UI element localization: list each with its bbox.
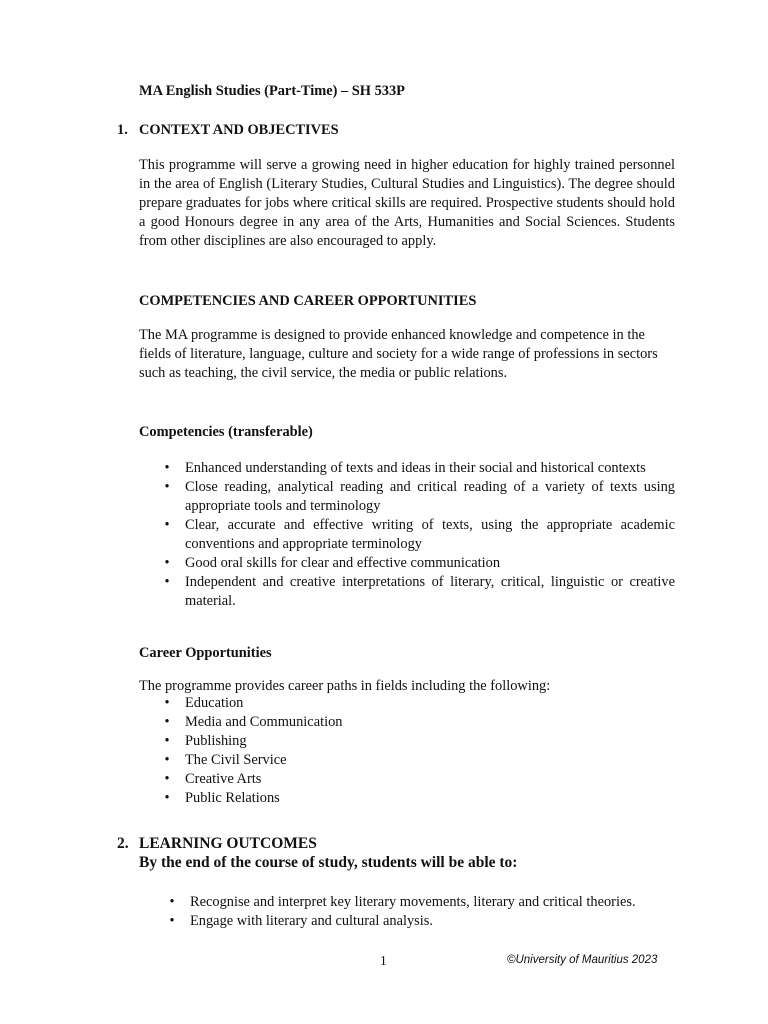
section-2-subheading: By the end of the course of study, students will be able to: [139, 854, 518, 871]
bullet-glyph: • [164, 574, 170, 590]
context-paragraph: This programme will serve a growing need in higher education for highly trained personnel in the area of English (Literary Studies, Cultural Studies and Linguistics). The degree should prepare graduates for jobs where critical skills are required. Prospective students should hold a good Honours degree in any area of the Arts, Humanities and Social Sciences. Students from other disciplines are also encouraged to apply. [139, 157, 675, 249]
bullet-glyph: • [169, 913, 175, 929]
learning-outcomes-list [165, 893, 680, 931]
list-item-text: Close reading, analytical reading and critical reading of a variety of texts using appropriate tools and terminology [185, 479, 675, 514]
list-item [165, 912, 680, 931]
list-item [160, 732, 675, 751]
section-2-number: 2. [117, 835, 129, 852]
list-item-text: The Civil Service [185, 752, 287, 768]
list-item-text: Media and Communication [185, 714, 343, 730]
competencies-careers-heading: COMPETENCIES AND CAREER OPPORTUNITIES [139, 293, 477, 309]
list-item [160, 554, 675, 573]
list-item-text: Independent and creative interpretations of literary, critical, linguistic or creative material. [185, 574, 675, 609]
bullet-glyph: • [164, 695, 170, 711]
bullet-glyph: • [164, 479, 170, 495]
list-item-text: Engage with literary and cultural analysis. [190, 913, 433, 929]
page-number: 1 [380, 953, 387, 968]
list-item [160, 713, 675, 732]
bullet-glyph: • [164, 517, 170, 533]
list-item-text: Recognise and interpret key literary movements, literary and critical theories. [190, 894, 636, 910]
list-item-text: Creative Arts [185, 771, 262, 787]
bullet-glyph: • [164, 555, 170, 571]
careers-list [160, 694, 675, 808]
copyright-notice: ©University of Mauritius 2023 [507, 954, 658, 966]
list-item-text: Education [185, 695, 244, 711]
list-item [160, 751, 675, 770]
competencies-careers-paragraph: The MA programme is designed to provide enhanced knowledge and competence in the fields of literature, language, culture and society for a wide range of professions in sectors such as teaching, the civil service, the media or public relations. [139, 327, 658, 381]
list-item [165, 893, 680, 912]
section-1-heading: CONTEXT AND OBJECTIVES [139, 122, 339, 138]
section-1-number: 1. [117, 122, 128, 138]
list-item [160, 478, 675, 516]
bullet-glyph: • [164, 460, 170, 476]
bullet-glyph: • [164, 790, 170, 806]
list-item [160, 573, 675, 611]
list-item [160, 516, 675, 554]
list-item-text: Good oral skills for clear and effective communication [185, 555, 501, 571]
section-2-heading: LEARNING OUTCOMES [139, 835, 317, 852]
careers-intro: The programme provides career paths in fields including the following: [139, 678, 551, 694]
bullet-glyph: • [164, 771, 170, 787]
list-item-text: Enhanced understanding of texts and ideas in their social and historical contexts [185, 460, 646, 476]
list-item-text: Publishing [185, 733, 247, 749]
list-item-text: Public Relations [185, 790, 280, 806]
list-item [160, 789, 675, 808]
competencies-list [160, 459, 675, 611]
list-item [160, 694, 675, 713]
careers-heading: Career Opportunities [139, 645, 272, 661]
document-title: MA English Studies (Part-Time) – SH 533P [139, 83, 405, 99]
bullet-glyph: • [169, 894, 175, 910]
list-item [160, 770, 675, 789]
competencies-heading: Competencies (transferable) [139, 424, 313, 440]
bullet-glyph: • [164, 714, 170, 730]
list-item-text: Clear, accurate and effective writing of texts, using the appropriate academic conventions and appropriate terminology [185, 517, 675, 552]
bullet-glyph: • [164, 752, 170, 768]
bullet-glyph: • [164, 733, 170, 749]
list-item [160, 459, 675, 478]
